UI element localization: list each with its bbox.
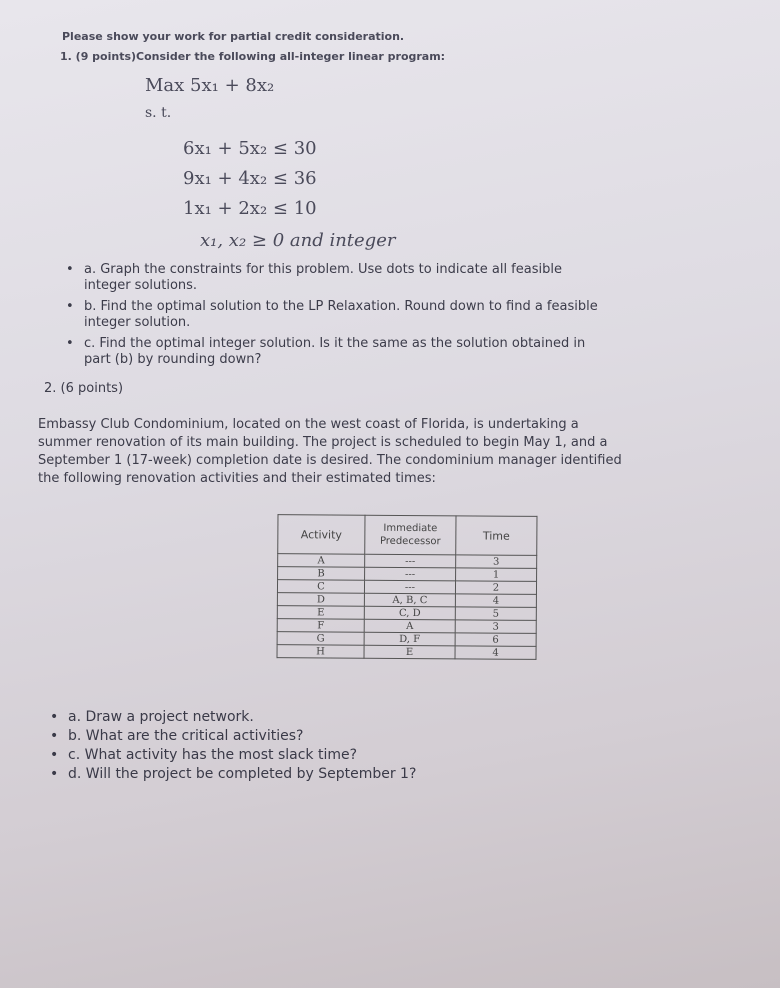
q2-part-b: • b. What are the critical activities? xyxy=(50,728,304,744)
q1-part-a: • a. Graph the constraints for this problem. Use dots to indicate all feasible integer solutions. xyxy=(66,262,562,293)
q1-part-c: • c. Find the optimal integer solution. Is it the same as the solution obtained in part (b) by rounding down? xyxy=(66,336,586,367)
table-row: F A 3 xyxy=(277,619,536,634)
q2-paragraph-line-3: September 1 (17-week) completion date is desired. The condominium manager identified xyxy=(38,453,622,468)
table-row: A --- 3 xyxy=(278,554,537,569)
table-row: G D, F 6 xyxy=(277,632,536,647)
table-row: H E 4 xyxy=(277,645,536,660)
q1-nonnegativity: x₁, x₂ ≥ 0 and integer xyxy=(200,230,396,251)
q2-part-d: • d. Will the project be completed by September 1? xyxy=(50,766,417,782)
table-row: C --- 2 xyxy=(277,580,536,595)
header-activity: Activity xyxy=(278,515,365,555)
table-row: E C, D 5 xyxy=(277,606,536,621)
q1-subject-to: s. t. xyxy=(145,105,172,121)
instructions-text: Please show your work for partial credit consideration. xyxy=(62,30,405,43)
q1-constraint-3: 1x₁ + 2x₂ ≤ 10 xyxy=(183,198,317,219)
q2-header: 2. (6 points) xyxy=(44,381,124,396)
q1-header: 1. (9 points)Consider the following all-integer linear program: xyxy=(60,50,446,63)
activity-table xyxy=(277,514,538,660)
q1-objective: Max 5x₁ + 8x₂ xyxy=(145,75,275,96)
table-row: D A, B, C 4 xyxy=(277,593,536,608)
q2-part-c: • c. What activity has the most slack time? xyxy=(50,747,358,763)
q2-paragraph-line-2: summer renovation of its main building. The project is scheduled to begin May 1, and a xyxy=(38,435,608,450)
header-predecessor: Immediate Predecessor xyxy=(365,515,456,555)
table-row: B --- 1 xyxy=(278,567,537,582)
q1-constraint-1: 6x₁ + 5x₂ ≤ 30 xyxy=(183,138,317,159)
header-time: Time xyxy=(456,516,537,556)
q2-part-a: • a. Draw a project network. xyxy=(50,709,254,725)
q1-part-b: • b. Find the optimal solution to the LP Relaxation. Round down to find a feasible integer solution. xyxy=(66,299,598,330)
q1-constraint-2: 9x₁ + 4x₂ ≤ 36 xyxy=(183,168,317,189)
table-header-row xyxy=(278,515,537,556)
q2-paragraph-line-4: the following renovation activities and their estimated times: xyxy=(38,471,436,486)
q2-paragraph-line-1: Embassy Club Condominium, located on the west coast of Florida, is undertaking a xyxy=(38,417,579,432)
